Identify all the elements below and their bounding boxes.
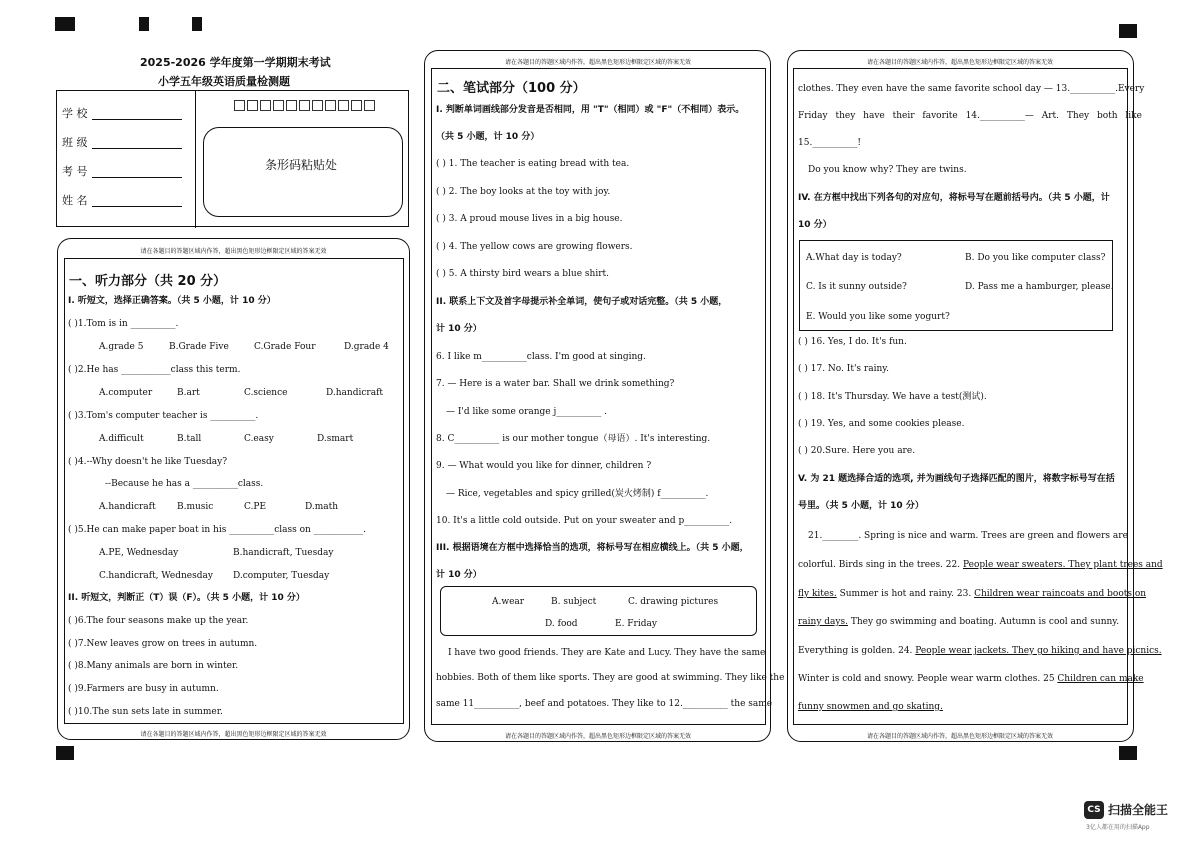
option: B.Grade Five [169, 342, 229, 352]
passage-line: hobbies. Both of them like sports. They are good at swimming. They like the [436, 673, 785, 683]
box-option: D. food [545, 619, 578, 629]
box-option: A.What day is today? [806, 253, 902, 263]
option: D.math [305, 502, 339, 512]
section-title-writing: 二、笔试部分（100 分） [437, 81, 586, 96]
option: D.smart [317, 434, 354, 444]
box-option: D. Pass me a hamburger, please. [965, 282, 1114, 292]
box-option: E. Would you like some yogurt? [806, 312, 950, 322]
option: B.art [177, 388, 200, 398]
pronunciation-item: ( ) 2. The boy looks at the toy with joy. [436, 187, 611, 197]
area-note: 请在各题目的答题区域内作答，超出黑色矩形边框限定区域的答案无效 [866, 733, 1053, 740]
info-label-exam-number: 考 号 [62, 165, 88, 178]
area-note: 请在各题目的答题区域内作答，超出黑色矩形边框限定区域的答案无效 [504, 59, 691, 66]
fill-item: 10. It's a little cold outside. Put on your sweater and p__________. [436, 516, 733, 526]
option: D.grade 4 [344, 342, 389, 352]
passage-line: 21.________. Spring is nice and warm. Trees are green and flowers are [808, 531, 1128, 541]
info-label-school: 学 校 [62, 107, 88, 120]
writing-part1-score: （共 5 小题，计 10 分） [436, 132, 540, 142]
alignment-mark [192, 17, 202, 31]
box-option: C. drawing pictures [628, 597, 719, 607]
area-note: 请在各题目的答题区域内作答，超出黑色矩形边框限定区域的答案无效 [140, 248, 327, 255]
match-item: ( ) 18. It's Thursday. We have a test(测试). [798, 392, 987, 402]
info-field-name[interactable] [92, 206, 182, 207]
underlined-sentence: People wear jackets. They go hiking and have picnics. [915, 646, 1162, 656]
fill-item: 9. — What would you like for dinner, children ? [436, 461, 652, 471]
true-false-item: ( )9.Farmers are busy in autumn. [68, 684, 219, 694]
info-field-class[interactable] [92, 148, 182, 149]
underlined-sentence: Children wear raincoats and boots on [974, 589, 1147, 599]
fill-item: 8. C__________ is our mother tongue（母语）. It's interesting. [436, 434, 711, 444]
passage-line: 15.__________! [798, 138, 861, 148]
alignment-mark [56, 746, 74, 760]
passage-line: same 11__________, beef and potatoes. They like to 12.__________ the same [436, 699, 773, 709]
pronunciation-item: ( ) 3. A proud mouse lives in a big house. [436, 214, 623, 224]
alignment-mark [1119, 746, 1137, 760]
passage-line: Everything is golden. 24. People wear jackets. They go hiking and have picnics. [798, 646, 1162, 656]
listening-part2-title: II. 听短文，判断正（T）误（F）。（共 5 小题，计 10 分） [68, 593, 305, 603]
exam-subtitle: 小学五年级英语质量检测题 [158, 75, 290, 88]
option: B.tall [177, 434, 202, 444]
option: C.easy [244, 434, 274, 444]
true-false-item: ( )10.The sun sets late in summer. [68, 707, 223, 717]
underlined-sentence: funny snowmen and go skating. [798, 702, 943, 712]
option: A.grade 5 [99, 342, 144, 352]
option: C.handicraft, Wednesday [99, 571, 213, 581]
area-note: 请在各题目的答题区域内作答，超出黑色矩形边框限定区域的答案无效 [140, 731, 327, 738]
writing-part4-score: 10 分） [798, 220, 832, 230]
area-note: 请在各题目的答题区域内作答，超出黑色矩形边框限定区域的答案无效 [504, 733, 691, 740]
passage-line: clothes. They even have the same favorite school day — 13.__________.Every [798, 84, 1145, 94]
option: A.difficult [99, 434, 144, 444]
writing-part3-title: III. 根据语境在方框中选择恰当的选项，将标号写在相应横线上。（共 5 小题， [436, 543, 749, 553]
match-item: ( ) 20.Sure. Here you are. [798, 446, 916, 456]
fill-item: — Rice, vegetables and spicy grilled(炭火烤制) f__________. [446, 489, 709, 499]
options-box [440, 586, 757, 636]
pronunciation-item: ( ) 5. A thirsty bird wears a blue shirt. [436, 269, 609, 279]
match-item: ( ) 19. Yes, and some cookies please. [798, 419, 965, 429]
listening-part1-title: I. 听短文，选择正确答案。（共 5 小题，计 10 分） [68, 296, 276, 306]
option: B.music [177, 502, 214, 512]
underlined-sentence: People wear sweaters. They plant trees and [962, 560, 1163, 570]
area-note: 请在各题目的答题区域内作答，超出黑色矩形边框限定区域的答案无效 [866, 59, 1053, 66]
true-false-item: ( )8.Many animals are born in winter. [68, 661, 239, 671]
underlined-sentence: Children can make [1057, 674, 1144, 684]
pronunciation-item: ( ) 1. The teacher is eating bread with tea. [436, 159, 630, 169]
question-2: ( )2.He has ___________class this term. [68, 365, 241, 375]
writing-part2-title: II. 联系上下文及首字母提示补全单词，使句子或对话完整。（共 5 小题， [436, 297, 728, 307]
box-option: E. Friday [615, 619, 657, 629]
passage-line [798, 702, 943, 713]
option: C.PE [244, 502, 267, 512]
option: A.computer [99, 388, 153, 398]
alignment-mark [139, 17, 149, 31]
info-label-name: 姓 名 [62, 194, 88, 207]
scanner-logo-icon: CS [1084, 801, 1104, 819]
question-5: ( )5.He can make paper boat in his __________class on ___________. [68, 525, 367, 535]
question-4: ( )4.--Why doesn't he like Tuesday? [68, 457, 228, 467]
passage-line: Winter is cold and snowy. People wear warm clothes. 25 Children can make [798, 674, 1144, 684]
writing-part5-score: 号里。（共 5 小题，计 10 分） [798, 501, 924, 511]
passage-line: I have two good friends. They are Kate and Lucy. They have the same [448, 648, 766, 658]
exam-title: 2025-2026 学年度第一学期期末考试 [140, 56, 331, 69]
writing-part3-score: 计 10 分） [436, 570, 482, 580]
option: C.science [244, 388, 288, 398]
question-1: ( )1.Tom is in __________. [68, 319, 179, 329]
passage-line: Do you know why? They are twins. [808, 165, 967, 175]
scanner-app-tagline: 3亿人都在用的扫描App [1086, 824, 1150, 831]
option: A.handicraft [99, 502, 156, 512]
writing-part5-title: V. 为 21 题选择合适的选项, 并为画线句子选择匹配的图片，将数字标号写在括 [798, 474, 1115, 484]
passage-line: rainy days. They go swimming and boating. Autumn is cool and sunny. [798, 617, 1120, 627]
underlined-sentence: fly kites. [798, 589, 837, 599]
box-option: C. Is it sunny outside? [806, 282, 907, 292]
passage-line: fly kites. Summer is hot and rainy. 23. Children wear raincoats and boots on [798, 589, 1147, 599]
question-4-line2: --Because he has a __________class. [105, 479, 264, 489]
scanner-app-name: 扫描全能王 [1108, 803, 1169, 817]
alignment-mark [1119, 24, 1137, 38]
option: C.Grade Four [254, 342, 316, 352]
writing-part4-title: IV. 在方框中找出下列各句的对应句，将标号写在题前括号内。（共 5 小题，计 [798, 193, 1110, 203]
true-false-item: ( )7.New leaves grow on trees in autumn. [68, 639, 258, 649]
box-option: A.wear [492, 597, 525, 607]
passage-line: colorful. Birds sing in the trees. 22. People wear sweaters. They plant trees and [798, 560, 1163, 570]
alignment-mark [55, 17, 75, 31]
match-item: ( ) 16. Yes, I do. It's fun. [798, 337, 907, 347]
box-option: B. subject [551, 597, 597, 607]
barcode-number-boxes [234, 100, 380, 114]
info-field-exam-number[interactable] [92, 177, 182, 178]
fill-item: 6. I like m__________class. I'm good at singing. [436, 352, 646, 362]
fill-item: 7. — Here is a water bar. Shall we drink something? [436, 379, 675, 389]
writing-part2-score: 计 10 分） [436, 324, 482, 334]
true-false-item: ( )6.The four seasons make up the year. [68, 616, 249, 626]
barcode-label: 条形码粘贴处 [265, 158, 338, 172]
question-3: ( )3.Tom's computer teacher is __________. [68, 411, 259, 421]
fill-item: — I'd like some orange j__________ . [446, 407, 608, 417]
option: D.handicraft [326, 388, 384, 398]
option: D.computer, Tuesday [233, 571, 330, 581]
box-option: B. Do you like computer class? [965, 253, 1106, 263]
writing-part1-title: I. 判断单词画线部分发音是否相同，用 "T"（相同）或 "F"（不相同）表示。 [436, 105, 745, 115]
section-title-listening: 一、听力部分（共 20 分） [69, 274, 227, 289]
match-item: ( ) 17. No. It's rainy. [798, 364, 889, 374]
info-label-class: 班 级 [62, 136, 88, 149]
option: A.PE, Wednesday [99, 548, 179, 558]
info-field-school[interactable] [92, 119, 182, 120]
barcode-area [203, 127, 403, 217]
passage-line: Friday they have their favorite 14.__________— Art. They both like [798, 111, 1142, 121]
pronunciation-item: ( ) 4. The yellow cows are growing flowers. [436, 242, 633, 252]
underlined-sentence: rainy days. [798, 617, 848, 627]
option: B.handicraft, Tuesday [233, 548, 334, 558]
